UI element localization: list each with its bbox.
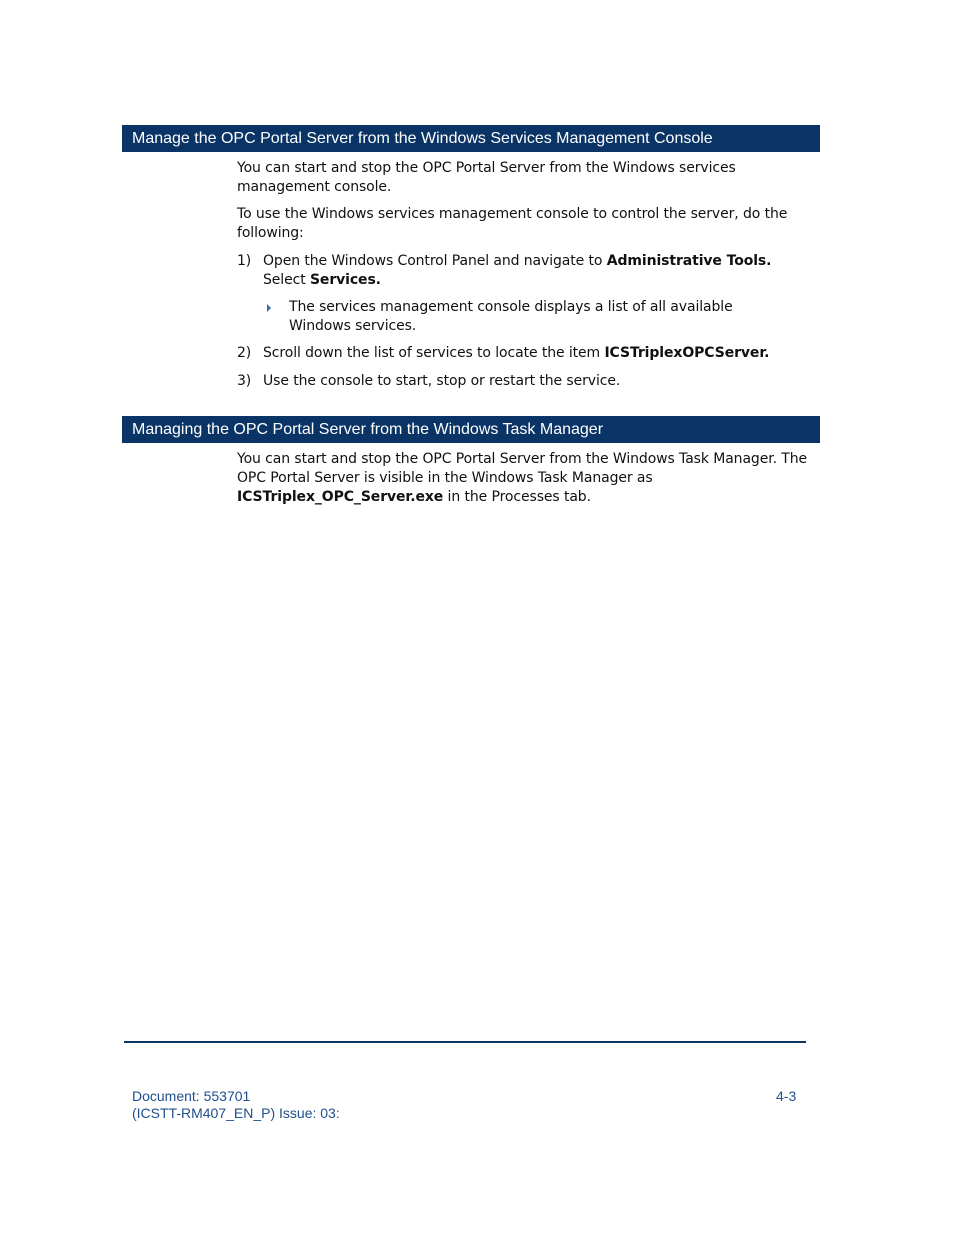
footer-issue: (ICSTT-RM407_EN_P) Issue: 03:	[132, 1105, 340, 1121]
step-text	[263, 252, 818, 290]
step-text	[263, 344, 818, 363]
step-text-plain: Open the Windows Control Panel and navigate to	[263, 253, 607, 269]
step-text-plain: Select	[263, 272, 310, 288]
paragraph-text-plain: in the Processes tab.	[443, 489, 591, 505]
step-number: 2)	[237, 345, 252, 361]
step-text-bold: Services.	[309, 272, 381, 288]
step-text-bold: ICSTriplexOPCServer.	[604, 345, 770, 361]
step-text: Use the console to start, stop or restart the service.	[263, 373, 621, 389]
section-heading-task-manager: Managing the OPC Portal Server from the Windows Task Manager	[122, 416, 820, 443]
section-heading-services-console: Manage the OPC Portal Server from the Windows Services Management Console	[122, 125, 820, 152]
step-text-plain: Scroll down the list of services to locate the item	[263, 345, 605, 361]
step-text-bold: Administrative Tools.	[606, 253, 772, 269]
instruction-paragraph: To use the Windows services management console to control the server, do the following:	[237, 206, 788, 241]
process-name: ICSTriplex_OPC_Server.exe	[237, 489, 444, 505]
step-number: 1)	[237, 253, 252, 269]
bullet-text: The services management console displays a list of all available Windows services.	[289, 299, 733, 334]
footer-divider	[124, 1041, 806, 1043]
footer-document-number: Document: 553701	[132, 1088, 251, 1104]
page-number: 4-3	[776, 1088, 797, 1104]
triangle-bullet-icon	[267, 304, 271, 312]
step-number: 3)	[237, 373, 252, 389]
intro-paragraph: You can start and stop the OPC Portal Server from the Windows services management console.	[237, 160, 736, 195]
paragraph-text-plain: You can start and stop the OPC Portal Server from the Windows Task Manager. The OPC Portal Server is visible in the Windows Task Manager as	[237, 451, 808, 486]
task-manager-paragraph	[237, 450, 817, 507]
